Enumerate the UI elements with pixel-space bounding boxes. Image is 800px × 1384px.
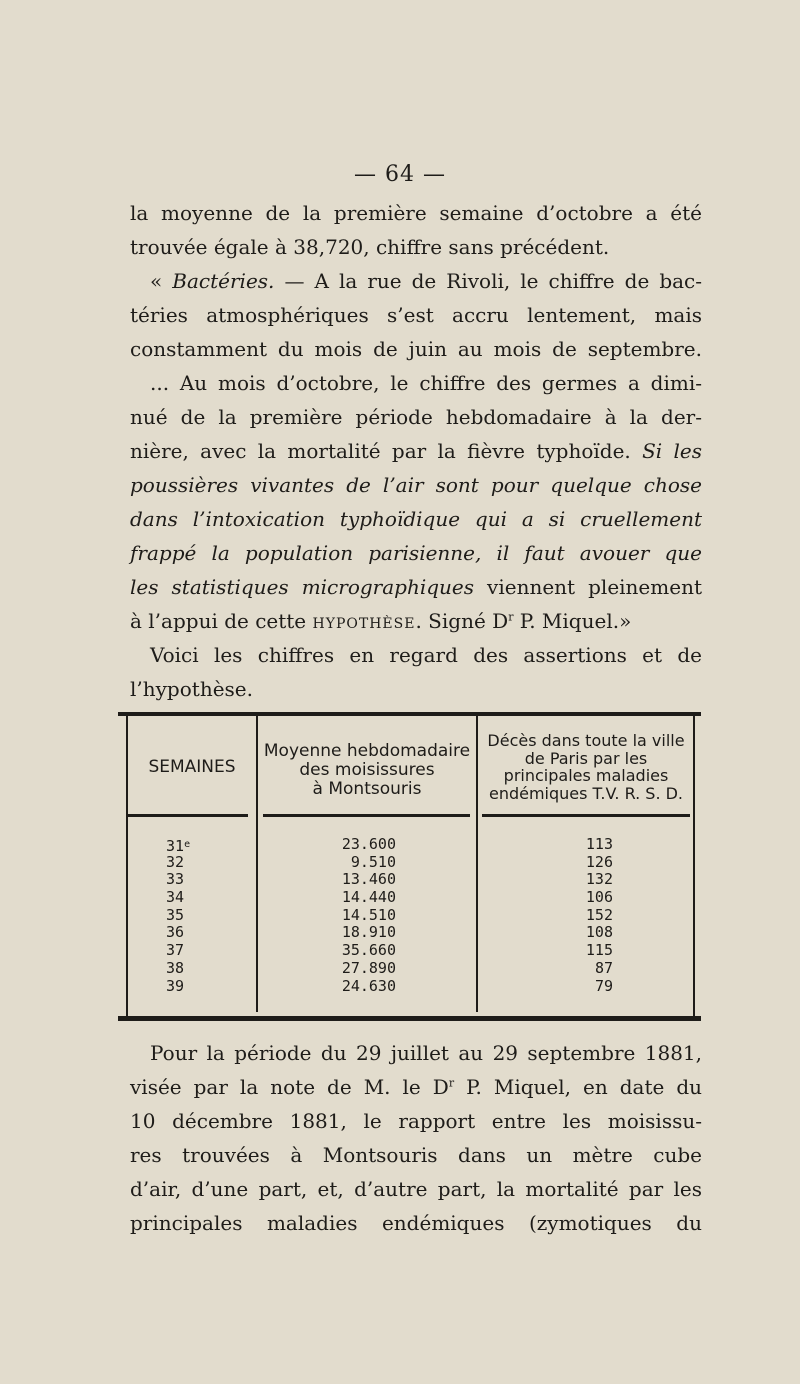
quote-text: . Signé D xyxy=(415,609,509,633)
deces-cell: 79 xyxy=(594,976,613,995)
deces-cell: 152 xyxy=(585,905,613,924)
text-line: Voici les chiffres en regard des assertions et de xyxy=(150,643,702,667)
quote-line: téries atmosphériques s’est accru lentement, mais xyxy=(130,303,702,327)
week-cell: 37 xyxy=(166,941,185,960)
moyenne-cell: 14.440 xyxy=(341,888,396,907)
column-moyenne xyxy=(268,836,396,995)
text-line xyxy=(130,1070,702,1104)
quote-line: constamment du mois de juin au mois de septembre. xyxy=(130,337,702,361)
table-bottom-rule xyxy=(118,1016,701,1021)
week-number: 31 xyxy=(166,837,185,855)
header-moyenne-line: à Montsouris xyxy=(312,779,422,799)
moyenne-cell: 18.910 xyxy=(341,923,396,942)
header-rule-2 xyxy=(263,814,470,817)
table-left-border xyxy=(126,716,128,1016)
deces-cell: 108 xyxy=(585,923,613,942)
header-moyenne-line: Moyenne hebdomadaire xyxy=(263,741,471,761)
moyenne-cell: 14.510 xyxy=(341,905,396,924)
week-suffix: e xyxy=(184,839,191,850)
moyenne-cell: 27.890 xyxy=(341,958,396,977)
week-cell: 33 xyxy=(166,870,185,889)
quote-line xyxy=(130,264,702,298)
quote-line-italic: poussières vivantes de l’air sont pour quelque chose xyxy=(130,473,702,497)
quote-text: à l’appui de cette xyxy=(130,609,307,633)
text-line: res trouvées à Montsouris dans un mètre cube xyxy=(130,1143,702,1167)
quote-line xyxy=(130,434,702,468)
quote-line-italic: dans l’intoxication typhoïdique qui a si cruellement xyxy=(130,507,702,531)
header-rule-3 xyxy=(482,814,690,817)
quote-open-mark: « xyxy=(150,269,163,293)
header-deces-line: de Paris par les xyxy=(524,748,648,768)
deces-cell: 126 xyxy=(585,852,613,871)
text-fragment: visée par la note de M. le D xyxy=(130,1075,449,1099)
deces-cell: 113 xyxy=(585,835,613,853)
text-fragment: P. Miquel, en date du xyxy=(454,1075,703,1099)
deces-cell: 87 xyxy=(594,958,613,977)
statistics-table xyxy=(118,712,701,1022)
deces-cell: 132 xyxy=(585,870,613,889)
quote-italic-text: les statistiques micrographiques xyxy=(130,575,475,599)
text-line: 10 décembre 1881, le rapport entre les moisissu- xyxy=(130,1109,702,1133)
quote-line-italic: frappé la population parisienne, il faut avouer que xyxy=(130,541,702,565)
moyenne-cell: 23.600 xyxy=(341,835,396,853)
quote-line: ... Au mois d’octobre, le chiffre des germes a dimi- xyxy=(150,371,702,395)
column-semaines xyxy=(166,836,202,995)
quote-heading: Bactéries. xyxy=(172,269,275,293)
week-cell: 34 xyxy=(166,888,185,907)
quote-line: nué de la première période hebdomadaire à la der- xyxy=(130,405,702,429)
week-cell: 39 xyxy=(166,976,185,995)
quote-text: — A la rue de Rivoli, le chiffre de bac- xyxy=(284,269,703,293)
hypothese-smallcaps: hypothèse xyxy=(312,609,416,633)
superscript: r xyxy=(448,1076,455,1090)
week-cell: 36 xyxy=(166,923,185,942)
moyenne-cell: 13.460 xyxy=(341,870,396,889)
header-moyenne xyxy=(258,742,476,799)
week-cell: 32 xyxy=(166,852,185,871)
header-moyenne-line: des moisissures xyxy=(299,760,435,780)
week-cell: 35 xyxy=(166,905,185,924)
superscript: r xyxy=(508,610,514,624)
quote-text: P. Miquel.» xyxy=(513,609,632,633)
week-cell xyxy=(166,836,202,854)
week-cell: 38 xyxy=(166,958,185,977)
header-rule-1 xyxy=(128,814,248,817)
quote-text: nière, avec la mortalité par la fièvre typhoïde. xyxy=(130,439,631,463)
quote-line xyxy=(130,604,702,638)
column-deces xyxy=(498,836,613,995)
moyenne-cell: 9.510 xyxy=(350,852,396,871)
page-number: — 64 — xyxy=(354,162,446,187)
quote-italic-text: Si les xyxy=(642,439,703,463)
text-line: la moyenne de la première semaine d’octobre a été xyxy=(130,201,702,225)
body-text-bottom xyxy=(130,1036,702,1240)
body-text-top xyxy=(130,196,702,706)
header-semaines: SEMAINES xyxy=(148,757,236,777)
text-line: l’hypothèse. xyxy=(130,677,253,701)
deces-cell: 115 xyxy=(585,941,613,960)
header-deces-line: endémiques T.V. R. S. D. xyxy=(488,783,684,803)
moyenne-cell: 35.660 xyxy=(341,941,396,960)
table-top-rule xyxy=(118,712,701,716)
header-deces-line: Décès dans toute la ville xyxy=(487,731,685,750)
quote-line xyxy=(130,570,702,604)
text-line: d’air, d’une part, et, d’autre part, la mortalité par les xyxy=(130,1177,702,1201)
header-deces xyxy=(478,732,694,802)
text-line: trouvée égale à 38,720, chiffre sans précédent. xyxy=(130,235,610,259)
deces-cell: 106 xyxy=(585,888,613,907)
text-line: Pour la période du 29 juillet au 29 septembre 1881, xyxy=(150,1041,702,1065)
moyenne-cell: 24.630 xyxy=(341,976,396,995)
header-deces-line: principales maladies xyxy=(503,766,669,785)
text-line: principales maladies endémiques (zymotiques du xyxy=(130,1211,702,1235)
quote-text: viennent pleinement xyxy=(487,575,702,599)
